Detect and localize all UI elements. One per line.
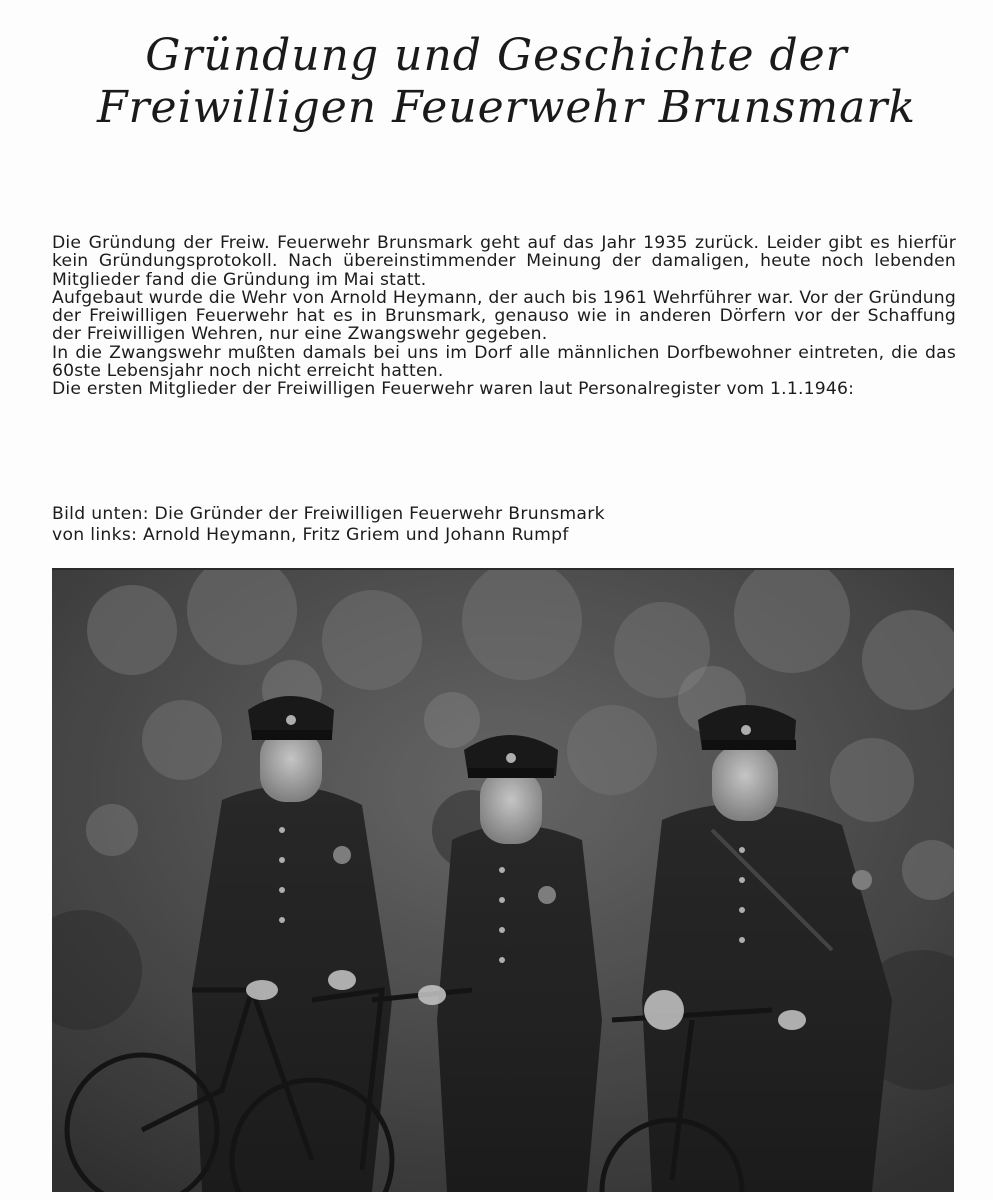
body-text [52, 234, 956, 399]
founders-photo [52, 568, 954, 1192]
title-line-1: Gründung und Geschichte der [145, 30, 848, 81]
paragraph-zwangswehr: In die Zwangswehr mußten damals bei uns im Dorf alle männlichen Dorfbewohner eintreten, die das 60ste Lebensjahr noch nicht erreicht hatten. [52, 342, 956, 382]
title-line-2: Freiwilligen Feuerwehr Brunsmark [96, 82, 917, 133]
photo-caption [52, 504, 605, 546]
caption-line-2: von links: Arnold Heymann, Fritz Griem und Johann Rumpf [52, 525, 569, 545]
caption-line-1: Bild unten: Die Gründer der Freiwilligen Feuerwehr Brunsmark [52, 504, 605, 524]
paragraph-heymann: Aufgebaut wurde die Wehr von Arnold Heymann, der auch bis 1961 Wehrführer war. Vor der Gründung der Freiwilligen Feuerwehr hat es in Brunsmark, genauso wie in anderen Dörfern vor der Schaffung der Freiwilligen Wehren, nur eine Zwangswehr gegeben. [52, 287, 956, 345]
paragraph-founding: Die Gründung der Freiw. Feuerwehr Brunsmark geht auf das Jahr 1935 zurück. Leider gibt es hierfür kein Gründungsprotokoll. Nach übereinstimmender Meinung der damaligen, heute noch lebenden Mitglieder fand die Gründung im Mai statt. [52, 233, 956, 290]
page-title [0, 30, 993, 134]
paragraph-first-members: Die ersten Mitglieder der Freiwilligen Feuerwehr waren laut Personalregister vom 1.1.1946: [52, 379, 855, 400]
